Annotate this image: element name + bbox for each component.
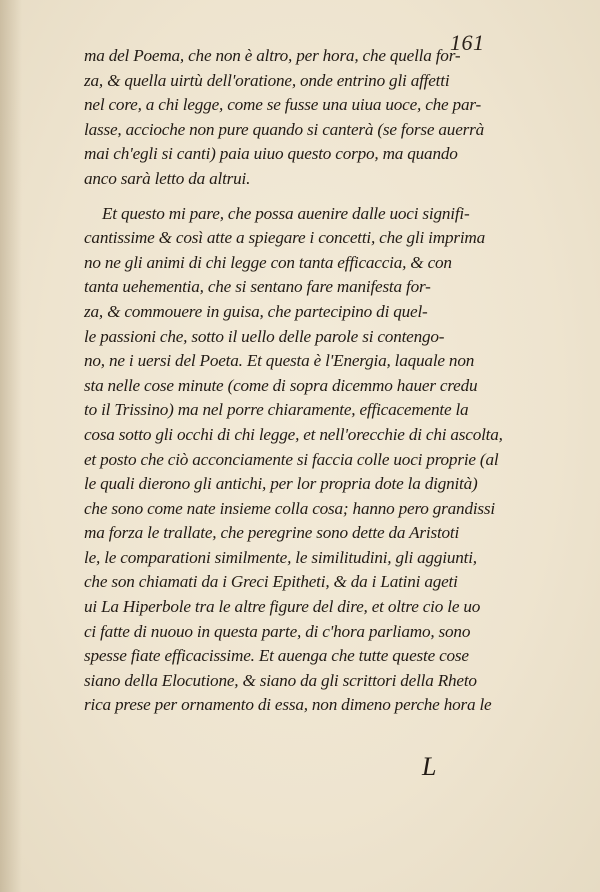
text-line: ci fatte di nuouo in questa parte, di c'hora parliamo, sono [84,621,471,641]
text-line: ma forza le trallate, che peregrine sono dette da Aristoti [84,523,460,543]
gutter-shadow [0,0,22,892]
text-line: no ne gli animi di chi legge con tanta efficaccia, & con [84,252,452,272]
text-line: ma del Poema, che non è altro, per hora, che quella for- [84,46,461,65]
text-line: siano della Elocutione, & siano da gli scrittori della Rheto [84,670,477,690]
body-text [84,44,504,718]
page-number: 161 [450,30,485,55]
text-line: nel core, a chi legge, come se fusse una uiua uoce, che par- [84,95,482,115]
catchword: L [422,752,437,781]
text-line: lasse, accioche non pure quando si canterà (se forse auerrà [84,119,484,139]
text-line: le passioni che, sotto il uello delle parole si contengo- [84,326,445,346]
text-line: sta nelle cose minute (come di sopra dicemmo hauer credu [84,375,478,395]
text-line: che sono come nate insieme colla cosa; hanno pero grandissi [84,498,495,518]
text-line: Et questo mi pare, che possa auenire dalle uoci signifi- [102,203,470,223]
text-line: le, le comparationi similmente, le similitudini, gli aggiunti, [84,547,477,567]
text-line: le quali dierono gli antichi, per lor propria dote la dignità) [84,474,478,494]
text-line: che son chiamati da i Greci Epitheti, & da i Latini ageti [84,572,458,592]
text-line: spesse fiate efficacissime. Et auenga che tutte queste cose [84,646,469,666]
text-line: no, ne i uersi del Poeta. Et questa è l'Energia, laquale non [84,351,475,371]
text-line: et posto che ciò acconciamente si faccia colle uoci proprie (al [84,449,499,469]
text-line: za, & commouere in guisa, che partecipino di quel- [84,301,428,321]
text-line: rica prese per ornamento di essa, non dimeno perche hora le [84,695,492,715]
text-line: anco sarà letto da altrui. [84,168,251,188]
text-line: za, & quella uirtù dell'oratione, onde entrino gli affetti [84,70,450,90]
text-line: mai ch'egli si canti) paia uiuo questo corpo, ma quando [84,144,458,164]
text-line: ui La Hiperbole tra le altre figure del dire, et oltre cio le uo [84,597,481,617]
text-line: cantissime & così atte a spiegare i concetti, che gli imprima [84,228,486,248]
text-line: cosa sotto gli occhi di chi legge, et nell'orecchie di chi ascolta, [84,424,503,444]
paragraph-gap [84,192,504,202]
text-line: tanta uehementia, che si sentano fare manifesta for- [84,277,431,297]
text-line: to il Trissino) ma nel porre chiaramente, efficacemente la [84,400,469,420]
